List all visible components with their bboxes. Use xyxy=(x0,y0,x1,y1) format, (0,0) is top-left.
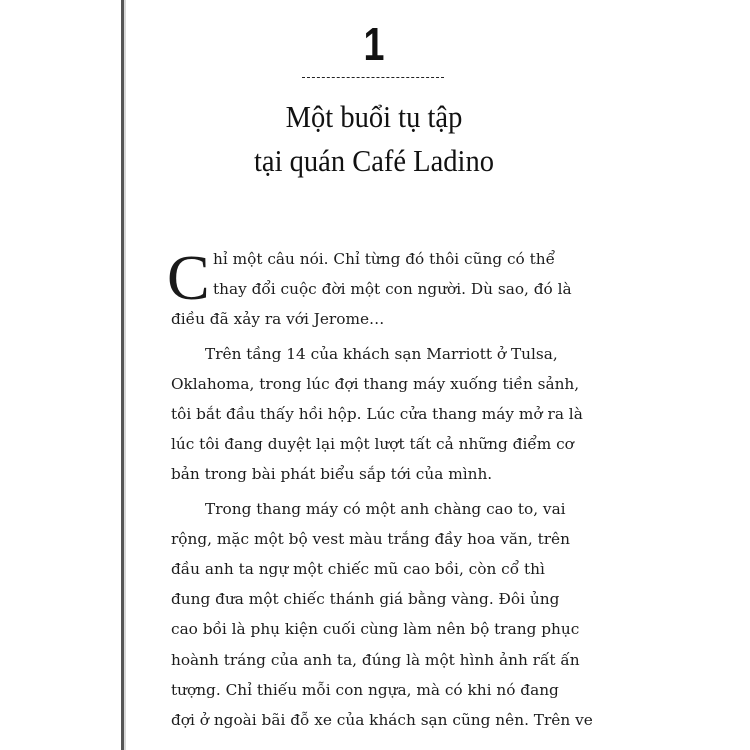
chapter-title-line-2: tại quán Café Ladino xyxy=(254,143,494,178)
text-line: Trên tầng 14 của khách sạn Marriott ở Tulsa, xyxy=(205,344,558,363)
text-line: đung đưa một chiếc thánh giá bằng vàng. Đôi ủng xyxy=(171,590,560,609)
page-binding-shadow xyxy=(124,0,126,750)
text-line: bản trong bài phát biểu sắp tới của mình. xyxy=(171,465,493,484)
chapter-title xyxy=(144,95,604,183)
text-line: cao bồi là phụ kiện cuối cùng làm nên bộ trang phục xyxy=(171,620,580,639)
text-line: đợi ở ngoài bãi đỗ xe của khách sạn cũng nên. Trên ve xyxy=(171,711,593,730)
text-line: đầu anh ta ngự một chiếc mũ cao bồi, còn cổ thì xyxy=(171,560,545,579)
paragraph-1 xyxy=(167,242,586,335)
text-line: thay đổi cuộc đời một con người. Dù sao, đó là xyxy=(213,280,572,299)
text-line: rộng, mặc một bộ vest màu trắng đầy hoa văn, trên xyxy=(171,529,570,548)
paragraph-2 xyxy=(171,339,586,490)
text-line: Trong thang máy có một anh chàng cao to, vai xyxy=(205,499,566,518)
drop-cap-letter: C xyxy=(167,242,210,313)
paragraph-3 xyxy=(171,494,593,736)
text-line: hoành tráng của anh ta, đúng là một hình ảnh rất ấn xyxy=(171,650,580,669)
text-line: Oklahoma, trong lúc đợi thang máy xuống tiền sảnh, xyxy=(171,374,580,393)
text-line: hỉ một câu nói. Chỉ từng đó thôi cũng có thể xyxy=(213,250,556,268)
chapter-divider xyxy=(302,77,444,78)
chapter-body xyxy=(167,242,593,739)
text-line: điều đã xảy ra với Jerome… xyxy=(171,310,385,329)
text-line: tượng. Chỉ thiếu mỗi con ngựa, mà có khi nó đang xyxy=(171,680,559,699)
text-line: lúc tôi đang duyệt lại một lượt tất cả những điểm cơ xyxy=(171,435,574,454)
text-line: tôi bắt đầu thấy hồi hộp. Lúc cửa thang máy mở ra là xyxy=(171,405,583,424)
chapter-number: 1 xyxy=(363,18,385,70)
chapter-title-line-1: Một buổi tụ tập xyxy=(285,99,463,134)
